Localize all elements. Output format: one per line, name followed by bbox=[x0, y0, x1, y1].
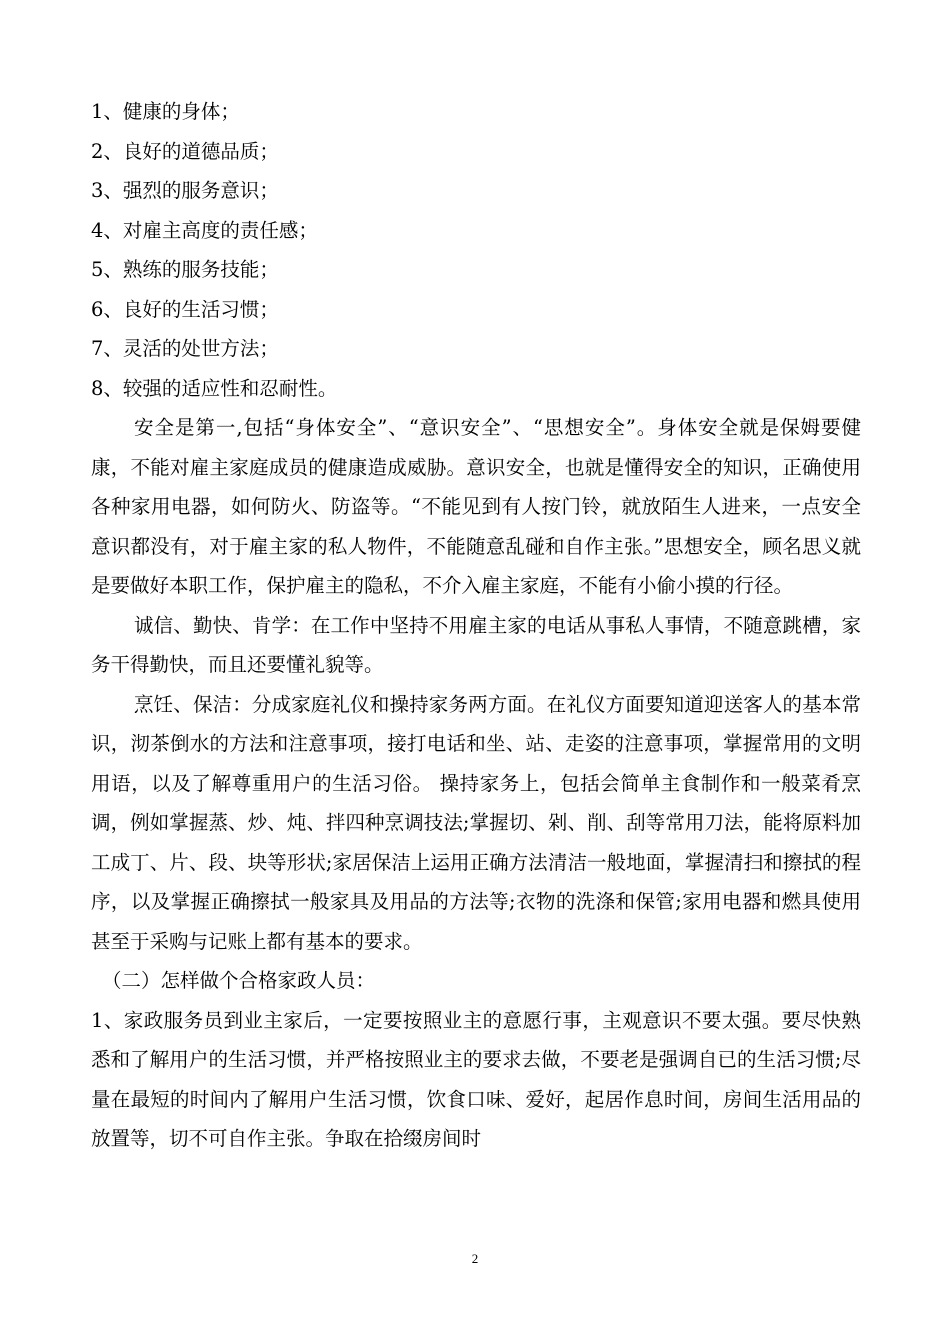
list-item: 3、强烈的服务意识； bbox=[91, 179, 279, 202]
paragraph-item-one: 1、家政服务员到业主家后，一定要按照业主的意愿行事，主观意识不要太强。要尽快熟悉和了解用户的生活习惯，并严格按照业主的要求去做，不要老是强调自已的生活习惯;尽量在最短的时间内了解用户生活习惯，饮食口味、爱好，起居作息时间，房间生活用品的放置等，切不可自作主张。争取在拾缀房间时 bbox=[91, 1008, 861, 1150]
list-item: 6、良好的生活习惯； bbox=[91, 297, 279, 321]
list-item: 1、健康的身体； bbox=[91, 100, 240, 123]
list-item: 2、良好的道德品质； bbox=[91, 139, 279, 163]
list-item: 4、对雇主高度的责任感； bbox=[91, 218, 318, 242]
list-item: 5、熟练的服务技能； bbox=[91, 258, 279, 281]
paragraph-integrity: 诚信、勤快、肯学：在工作中坚持不用雇主家的电话从事私人事情，不随意跳槽，家务干得勤快，而且还要懂礼貌等。 bbox=[91, 613, 861, 676]
page-number: 2 bbox=[471, 1251, 479, 1266]
paragraph-safety: 安全是第一,包括“身体安全”、“意识安全”、“思想安全”。身体安全就是保姆要健康，不能对雇主家庭成员的健康造成威胁。意识安全，也就是懂得安全的知识，正确使用各种家用电器，如何防火、防盗等。“不能见到有人按门铃，就放陌生人进来，一点安全意识都没有，对于雇主家的私人物件，不能随意乱碰和自作主张。”思想安全，顾名思义就是要做好本职工作，保护雇主的隐私，不介入雇主家庭，不能有小偷小摸的行径。 bbox=[91, 416, 861, 597]
list-item: 8、较强的适应性和忍耐性。 bbox=[91, 376, 338, 400]
list-item: 7、灵活的处世方法； bbox=[91, 337, 279, 360]
section-heading: （二）怎样做个合格家政人员： bbox=[102, 969, 376, 992]
document-body bbox=[91, 92, 861, 1159]
paragraph-cooking-cleaning: 烹饪、保洁：分成家庭礼仪和操持家务两方面。在礼仪方面要知道迎送客人的基本常识，沏茶倒水的方法和注意事项，接打电话和坐、站、走姿的注意事项，掌握常用的文明用语，以及了解尊重用户的生活习俗。 操持家务上，包括会简单主食制作和一般菜肴烹调，例如掌握蒸、炒、炖、拌四种烹调技法;掌握切、剁、削、刮等常用刀法，能将原料加工成丁、片、段、块等形状;家居保洁上运用正确方法清洁一般地面，掌握清扫和擦拭的程序，以及掌握正确擦拭一般家具及用品的方法等;衣物的洗涤和保管;家用电器和燃具使用甚至于采购与记账上都有基本的要求。 bbox=[91, 692, 861, 953]
